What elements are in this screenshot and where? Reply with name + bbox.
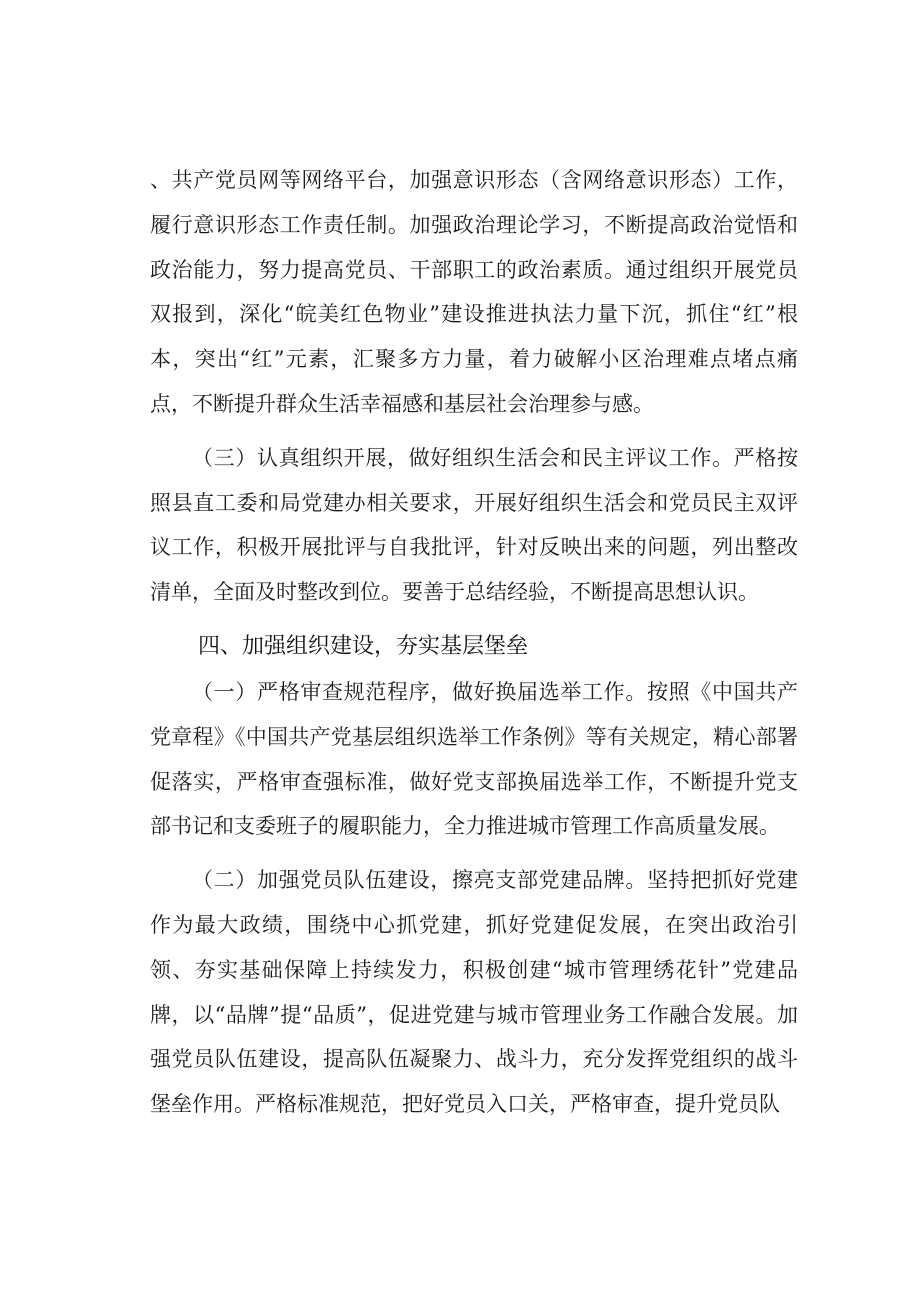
paragraph-party-member-team: （二）加强党员队伍建设，擦亮支部党建品牌。坚持把抓好党建作为最大政绩，围绕中心抓党建，抓好党建促发展，在突出政治引领、夯实基础保障上持续发力，积极创建“城市管理绣花针”党建品牌，以“品牌”提“品质”，促进党建与城市管理业务工作融合发展。加强党员队伍建设，提高队伍凝聚力、战斗力，充分发挥党组织的战斗堡垒作用。严格标准规范，把好党员入口关，严格审查，提升党员队 [150, 868, 798, 1117]
paragraph-organizational-life: （三）认真组织开展，做好组织生活会和民主评议工作。严格按照县直工委和局党建办相关要求，开展好组织生活会和党员民主双评议工作，积极开展批评与自我批评，针对反映出来的问题，列出整改清单，全面及时整改到位。要善于总结经验，不断提高思想认识。 [150, 445, 798, 605]
document-body [150, 158, 798, 1136]
section-heading-organization-building: 四、加强组织建设，夯实基层堡垒 [198, 633, 529, 659]
paragraph-ideology-work: 、共产党员网等网络平台，加强意识形态（含网络意识形态）工作，履行意识形态工作责任制。加强政治理论学习，不断提高政治觉悟和政治能力，努力提高党员、干部职工的政治素质。通过组织开展党员双报到，深化“皖美红色物业”建设推进执法力量下沉，抓住“红”根本，突出“红”元素，汇聚多方力量，着力破解小区治理难点堵点痛点，不断提升群众生活幸福感和基层社会治理参与感。 [150, 168, 798, 416]
paragraph-election-work: （一）严格审查规范程序，做好换届选举工作。按照《中国共产党章程》《中国共产党基层组织选举工作条例》等有关规定，精心部署促落实，严格审查强标准，做好党支部换届选举工作，不断提升党支部书记和支委班子的履职能力，全力推进城市管理工作高质量发展。 [150, 679, 798, 839]
